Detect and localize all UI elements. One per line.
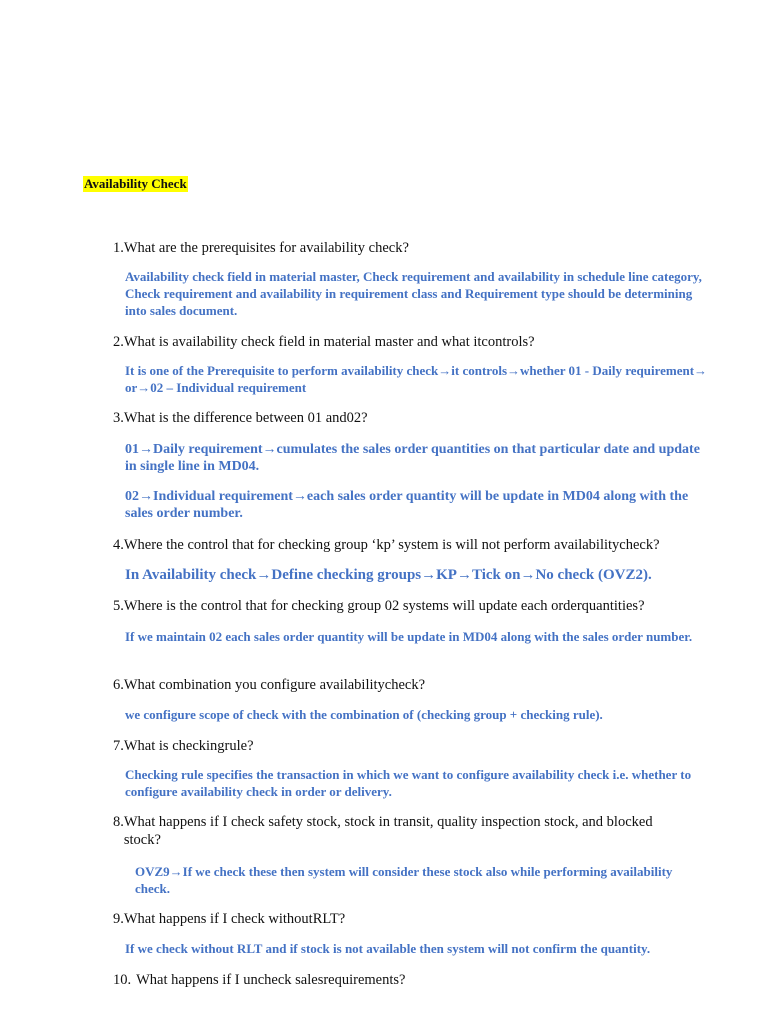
question-7 [113, 737, 713, 755]
question-number: 8. [113, 814, 124, 830]
answer-3a: 01→Daily requirement→cumulates the sales order quantities on that particular date and update in single line in MD04. [125, 442, 700, 474]
question-10 [113, 971, 713, 989]
answer-6: we configure scope of check with the combination of (checking group + checking rule). [125, 707, 603, 722]
question-3 [113, 409, 713, 427]
question-4 [113, 536, 713, 554]
question-number: 9. [113, 911, 124, 927]
question-number: 7. [113, 738, 124, 754]
question-number: 5. [113, 598, 124, 614]
question-number: 2. [113, 334, 124, 350]
question-2 [113, 333, 713, 351]
answer-1: Availability check field in material master, Check requirement and availability in schedule line category, Check requirement and availability in requirement class and Requirement type should be determining into sales document. [125, 269, 702, 318]
question-number: 3. [113, 410, 124, 426]
question-number: 6. [113, 677, 124, 693]
answer-4: In Availability check→Define checking groups→KP→Tick on→No check (OVZ2). [125, 567, 652, 583]
question-text: Where the control that for checking group ‘kp’ system is will not perform availabilitycheck? [123, 537, 660, 553]
answer-2: It is one of the Prerequisite to perform availability check→it controls→whether 01 - Daily requirement→ or→02 – Individual requirement [125, 363, 708, 395]
question-text: What combination you configure availabilitycheck? [123, 677, 426, 693]
answer-8: OVZ9→If we check these then system will consider these stock also while performing availability check. [135, 864, 673, 896]
question-text: Where is the control that for checking group 02 systems will update each orderquantities? [123, 598, 645, 614]
question-text: What happens if I check withoutRLT? [123, 911, 346, 927]
answer-3b: 02→Individual requirement→each sales order quantity will be update in MD04 along with the sales order number. [125, 489, 689, 521]
question-text: What happens if I check safety stock, stock in transit, quality inspection stock, and blocked stock? [123, 814, 653, 848]
question-text: What are the prerequisites for availability check? [123, 240, 409, 256]
question-number: 1. [113, 240, 124, 256]
question-text: What is checkingrule? [123, 738, 254, 754]
question-8 [113, 813, 683, 849]
question-number: 10. [113, 972, 132, 988]
answer-9: If we check without RLT and if stock is not available then system will not confirm the quantity. [125, 941, 651, 956]
section-heading: Availability Check [84, 176, 187, 191]
question-text: What is the difference between 01 and02? [123, 410, 368, 426]
question-number: 4. [113, 537, 124, 553]
question-1 [113, 239, 713, 257]
question-6 [113, 676, 713, 694]
answer-5: If we maintain 02 each sales order quantity will be update in MD04 along with the sales order number. [125, 629, 693, 644]
question-text: What is availability check field in material master and what itcontrols? [123, 334, 535, 350]
question-9 [113, 910, 713, 928]
question-text: What happens if I uncheck salesrequirements? [136, 972, 406, 988]
question-5 [113, 597, 713, 615]
answer-7: Checking rule specifies the transaction in which we want to configure availability check i.e. whether to configure availability check in order or delivery. [125, 767, 692, 799]
